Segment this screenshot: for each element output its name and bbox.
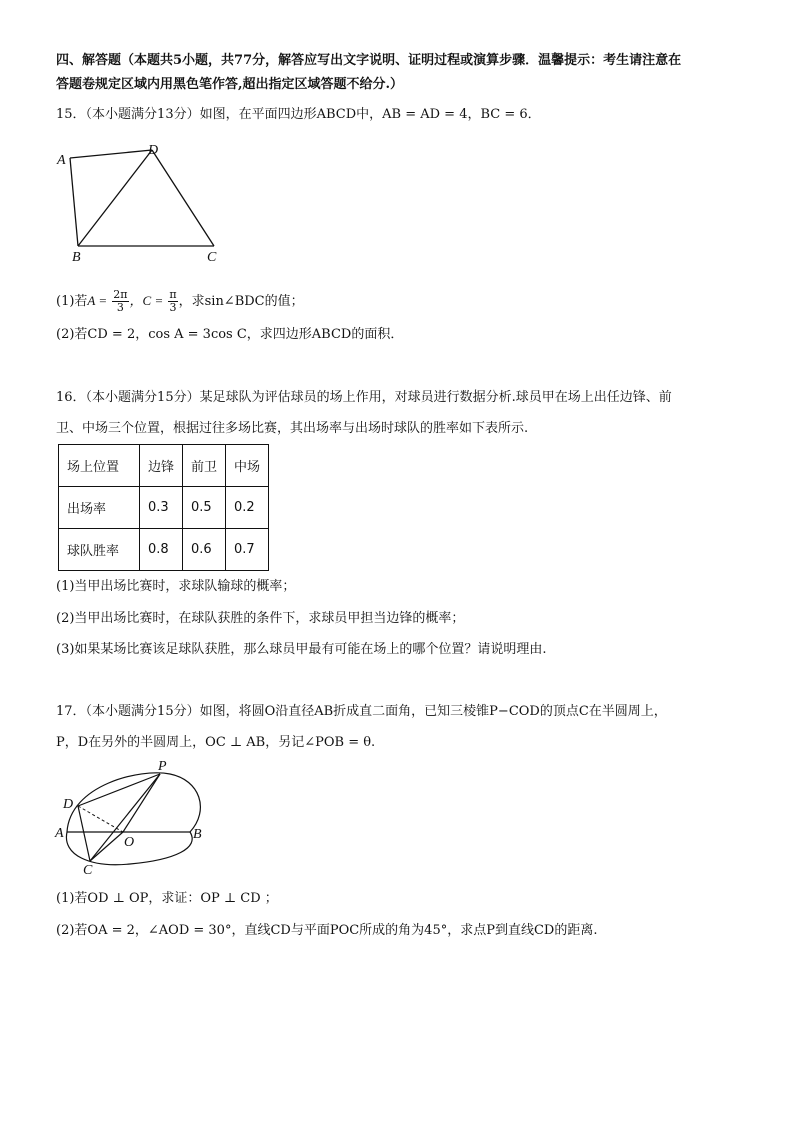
label-a: A	[57, 153, 66, 168]
q15-quadrilateral-figure	[50, 136, 230, 266]
label-b: B	[72, 250, 81, 265]
q15-part2: (2)若CD = 2，cos A = 3cos C，求四边形ABCD的面积．	[56, 327, 404, 342]
q15-intro: 15．（本小题满分13分）如图，在平面四边形ABCD中，AB = AD = 4，BC = 6．	[56, 107, 541, 122]
fraction-denominator: 3	[169, 301, 177, 314]
label-d: D	[148, 143, 159, 158]
fraction-pi-3	[168, 289, 177, 314]
edge-dc	[152, 150, 214, 246]
table-cell: 0.8	[140, 529, 183, 571]
table-cell: 0.2	[226, 487, 269, 529]
label-p: P	[158, 760, 167, 774]
table-cell: 0.7	[226, 529, 269, 571]
q16-intro-line-2: 卫、中场三个位置，根据过往多场比赛，其出场率与出场时球队的胜率如下表所示.	[56, 421, 529, 436]
q15-part1	[56, 289, 304, 314]
q17-part1: (1)若OD ⊥ OP，求证：OP ⊥ CD ；	[56, 891, 278, 906]
position-stats-table	[58, 444, 269, 571]
q15-part1-c: ，C =	[129, 293, 164, 308]
q16-part1: (1)当甲出场比赛时，求球队输球的概率；	[56, 579, 296, 594]
q17-folded-circle-figure	[50, 760, 225, 880]
label-a: A	[55, 826, 64, 841]
label-d: D	[63, 797, 74, 812]
fraction-denominator: 3	[116, 301, 124, 314]
label-c: C	[83, 863, 93, 878]
fraction-numerator: 2π	[113, 288, 128, 301]
edge-ab	[70, 158, 78, 246]
table-header-cell: 前卫	[183, 445, 226, 487]
table-cell: 0.6	[183, 529, 226, 571]
table-header-cell: 场上位置	[59, 445, 140, 487]
section-title-line-1: 四、解答题（本题共5小题，共77分，解答应写出文字说明、证明过程或演算步骤．温馨提示：考生请注意在	[56, 53, 682, 68]
section-title-line-2: 答题卷规定区域内用黑色笔作答,超出指定区域答题不给分.）	[56, 77, 404, 92]
q17-intro-line-1: 17．（本小题满分15分）如图，将圆O沿直径AB折成直二面角，已知三棱锥P−COD的顶点C在半圆周上，	[56, 704, 667, 719]
edge-po	[123, 774, 160, 832]
table-cell: 0.5	[183, 487, 226, 529]
table-cell: 0.3	[140, 487, 183, 529]
q16-part2: (2)当甲出场比赛时，在球队获胜的条件下，求球员甲担当边锋的概率；	[56, 611, 465, 626]
q16-intro-line-1: 16．（本小题满分15分）某足球队为评估球员的场上作用，对球员进行数据分析.球员甲在场上出任边锋、前	[56, 390, 672, 405]
edge-do-dashed	[78, 806, 123, 832]
label-c: C	[207, 250, 217, 265]
edge-oc	[90, 832, 123, 861]
table-cell: 球队胜率	[59, 529, 140, 571]
table-header-cell: 边锋	[140, 445, 183, 487]
table-row	[59, 529, 269, 571]
fraction-2pi-3	[112, 289, 128, 314]
q15-part1-pre: (1)若	[56, 294, 88, 309]
table-cell: 出场率	[59, 487, 140, 529]
label-b: B	[193, 827, 202, 842]
edge-ad	[70, 150, 152, 158]
q16-part3: (3)如果某场比赛该足球队获胜，那么球员甲最有可能在场上的哪个位置？请说明理由.	[56, 642, 547, 657]
table-header-cell: 中场	[226, 445, 269, 487]
diagonal-bd	[78, 150, 152, 246]
fraction-numerator: π	[169, 288, 177, 301]
q15-part1-post: ，求sin∠BDC的值；	[178, 294, 304, 309]
q17-intro-line-2: P，D在另外的半圆周上，OC ⊥ AB，另记∠POB = θ.	[56, 735, 376, 750]
edge-dc	[78, 806, 90, 861]
q17-part2: (2)若OA = 2，∠AOD = 30°，直线CD与平面POC所成的角为45°，求点P到直线CD的距离.	[56, 923, 598, 938]
label-o: O	[124, 835, 135, 850]
table-row	[59, 487, 269, 529]
q15-part1-a: A =	[87, 293, 108, 308]
table-header-row	[59, 445, 269, 487]
